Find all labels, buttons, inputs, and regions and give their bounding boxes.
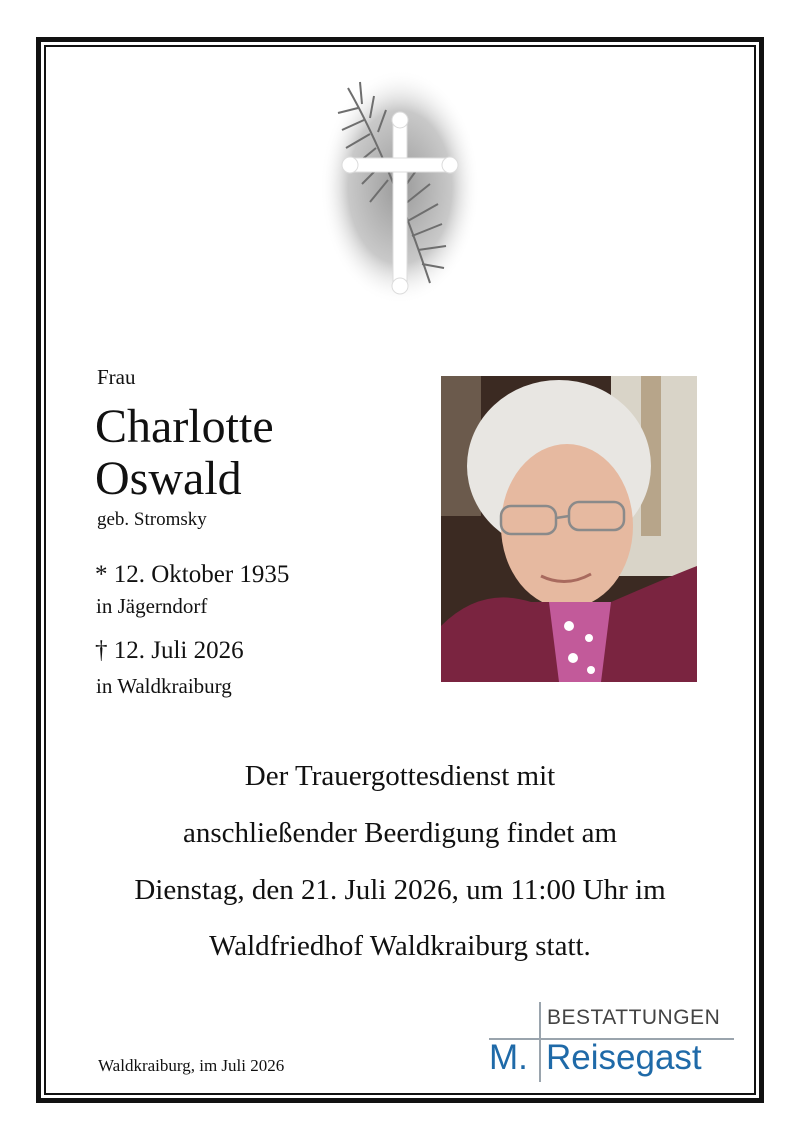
- service-line-1: Der Trauergottesdienst mit: [244, 760, 556, 792]
- logo-name: Reisegast: [546, 1038, 702, 1077]
- portrait-photo: [441, 376, 697, 682]
- death-place: in Waldkraiburg: [96, 674, 232, 698]
- logo-divider-vertical: [539, 1002, 541, 1082]
- salutation: Frau: [97, 365, 136, 389]
- birth-place: in Jägerndorf: [96, 594, 208, 618]
- logo-top-text: BESTATTUNGEN: [547, 1006, 721, 1029]
- maiden-name: geb. Stromsky: [97, 509, 207, 530]
- service-line-4: Waldfriedhof Waldkraiburg statt.: [209, 930, 591, 962]
- cross-with-palm-icon: [318, 68, 482, 306]
- logo-initial: M.: [489, 1038, 528, 1077]
- birth-date: * 12. Oktober 1935: [95, 561, 290, 588]
- death-date: † 12. Juli 2026: [95, 637, 244, 664]
- place-and-date: Waldkraiburg, im Juli 2026: [98, 1056, 285, 1075]
- first-name: Charlotte: [95, 400, 274, 453]
- service-line-2: anschließender Beerdigung findet am: [182, 817, 618, 849]
- last-name: Oswald: [95, 452, 242, 505]
- service-line-3: Dienstag, den 21. Juli 2026, um 11:00 Uhr im: [134, 874, 666, 906]
- funeral-home-logo: [489, 1000, 734, 1084]
